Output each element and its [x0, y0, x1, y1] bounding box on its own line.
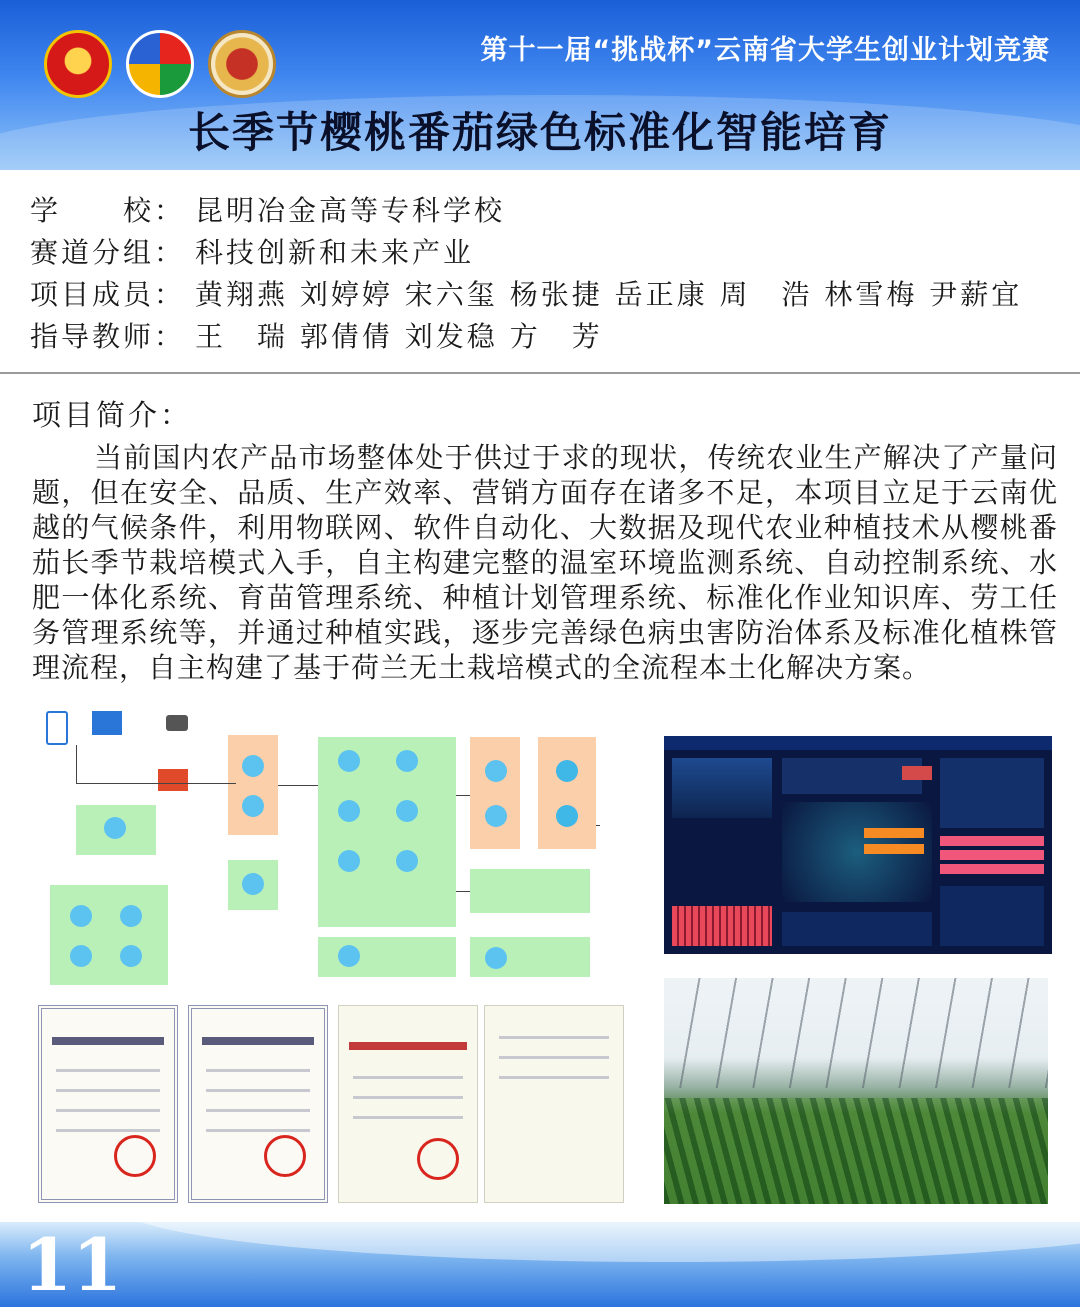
- advisors-label: 指导教师：: [30, 320, 186, 353]
- logo-group: [44, 30, 276, 98]
- diagram-node: [104, 817, 126, 839]
- diagram-box: [228, 735, 278, 835]
- diagram-line: [596, 825, 600, 826]
- advisors-value: 王 瑞 郭倩倩 刘发稳 方 芳: [195, 320, 603, 353]
- section-divider: [0, 372, 1080, 374]
- diagram-node: [338, 850, 360, 872]
- diagram-node: [485, 805, 507, 827]
- footer-wave: [120, 1222, 1080, 1262]
- intro-heading: 项目简介：: [32, 398, 193, 432]
- info-row-advisors: [30, 316, 1060, 358]
- diagram-box: [538, 737, 596, 849]
- tomato-plants: [664, 1098, 1048, 1204]
- diagram-node: [242, 795, 264, 817]
- pc-icon: [92, 711, 122, 735]
- diagram-node: [396, 800, 418, 822]
- certificate-patent-1: [338, 1005, 478, 1203]
- certificate-patent-2: [484, 1005, 624, 1203]
- diagram-box: [470, 737, 520, 849]
- diagram-line: [76, 783, 236, 784]
- diagram-line: [76, 745, 77, 783]
- firewall-icon: [158, 769, 188, 791]
- dashboard-topbar: [664, 736, 1052, 750]
- dashboard-chart: [672, 758, 772, 818]
- diagram-node: [120, 945, 142, 967]
- dashboard-linechart: [782, 912, 932, 946]
- diagram-node: [338, 945, 360, 967]
- diagram-node: [70, 905, 92, 927]
- competition-name: 第十一届“挑战杯”云南省大学生创业计划竞赛: [480, 35, 1050, 66]
- diagram-node: [242, 755, 264, 777]
- project-title: 长季节樱桃番茄绿色标准化智能培育: [187, 108, 892, 157]
- info-row-members: [30, 274, 1060, 316]
- greenhouse-roof: [664, 978, 1048, 1088]
- phone-icon: [46, 711, 68, 745]
- members-value: 黄翔燕 刘婷婷 宋六玺 杨张捷 岳正康 周 浩 林雪梅 尹薪宜: [195, 278, 1023, 311]
- diagram-box: [50, 885, 168, 985]
- red-seal-icon: [264, 1135, 306, 1177]
- dashboard-bar: [864, 828, 924, 838]
- diagram-node: [396, 850, 418, 872]
- dashboard-panel: [940, 758, 1044, 828]
- project-info: [30, 190, 1060, 358]
- certificate-software-copyright-2: [188, 1005, 328, 1203]
- dashboard-heatmap: [672, 906, 772, 946]
- red-seal-icon: [417, 1138, 459, 1180]
- camera-icon: [166, 715, 188, 731]
- page-number: 11: [22, 1222, 123, 1307]
- school-value: 昆明冶金高等专科学校: [195, 194, 506, 227]
- school-label: 学 校：: [30, 194, 186, 227]
- footer-band: [0, 1222, 1080, 1307]
- certificate-software-copyright-1: [38, 1005, 178, 1203]
- diagram-node: [120, 905, 142, 927]
- greenhouse-photo: [664, 978, 1048, 1204]
- red-seal-icon: [114, 1135, 156, 1177]
- dashboard-bar: [864, 844, 924, 854]
- diagram-node: [70, 945, 92, 967]
- diagram-node: [338, 800, 360, 822]
- dashboard-stats: [782, 758, 922, 794]
- diagram-node: [556, 760, 578, 782]
- diagram-line: [456, 795, 470, 796]
- dashboard-alert-row: [940, 864, 1044, 874]
- dashboard-alert-row: [940, 850, 1044, 860]
- youth-league-emblem-icon: [44, 30, 112, 98]
- diagram-node: [485, 947, 507, 969]
- dashboard-screenshot: [664, 736, 1052, 954]
- header-banner: [0, 0, 1080, 170]
- dashboard-gauges: [940, 886, 1044, 946]
- dashboard-alert: [902, 766, 932, 780]
- members-label: 项目成员：: [30, 278, 186, 311]
- track-value: 科技创新和未来产业: [195, 236, 475, 269]
- intro-body: 当前国内农产品市场整体处于供过于求的现状，传统农业生产解决了产量问题，但在安全、品质、生产效率、营销方面存在诸多不足，本项目立足于云南优越的气候条件，利用物联网、软件自动化、大数据及现代农业种植技术从樱桃番茄长季节栽培模式入手，自主构建完整的温室环境监测系统、自动控制系统、水肥一体化系统、育苗管理系统、种植计划管理系统、标准化作业知识库、劳工任务管理系统等，并通过种植实践，逐步完善绿色病虫害防治体系及标准化植株管理流程，自主构建了基于荷兰无土栽培模式的全流程本土化解决方案。: [32, 441, 1058, 684]
- diagram-node: [338, 750, 360, 772]
- architecture-diagram: [40, 705, 600, 985]
- diagram-node: [396, 750, 418, 772]
- certificates: [38, 1005, 638, 1205]
- diagram-node: [242, 873, 264, 895]
- diagram-node: [556, 805, 578, 827]
- track-label: 赛道分组：: [30, 236, 186, 269]
- diagram-box: [470, 869, 590, 913]
- school-emblem-icon: [208, 30, 276, 98]
- info-row-track: [30, 232, 1060, 274]
- diagram-node: [485, 760, 507, 782]
- challenge-cup-logo-icon: [126, 30, 194, 98]
- diagram-line: [278, 785, 318, 786]
- diagram-line: [456, 891, 470, 892]
- info-row-school: [30, 190, 1060, 232]
- dashboard-alert-row: [940, 836, 1044, 846]
